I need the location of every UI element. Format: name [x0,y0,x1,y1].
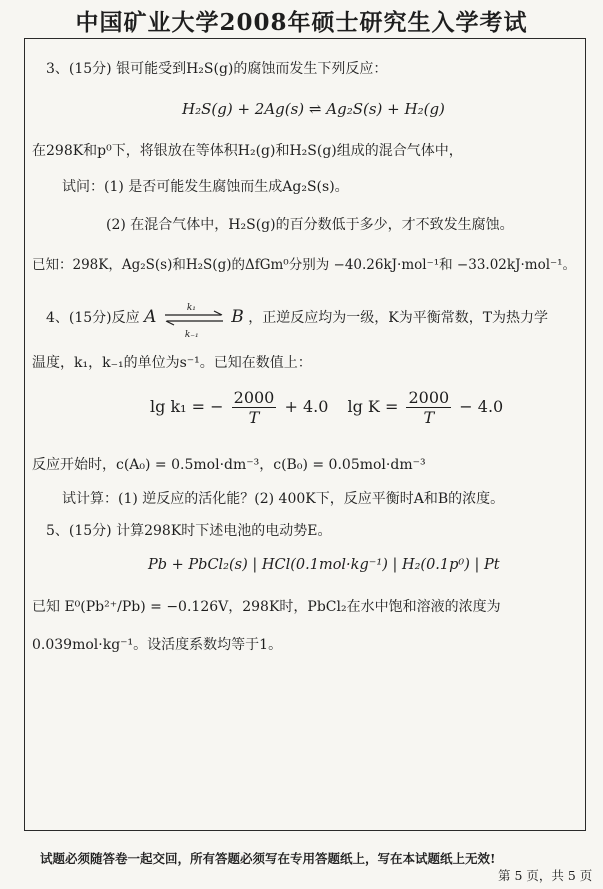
eq1-lhs: lg k₁ = − [150,397,224,416]
q5-intro: 5、(15分) 计算298K时下述电池的电动势E。 [46,523,332,539]
q4-units: 温度，k₁，k₋₁的单位为s⁻¹。已知在数值上： [32,355,312,371]
q5-cell: Pb + PbCl₂(s) | HCl(0.1mol·kg⁻¹) | H₂(0.1p⁰) | Pt [148,557,500,573]
q4-k-forward: k₁ [186,303,196,313]
q4-equation [150,388,503,427]
q4-intro-b: ，正逆反应均为一级，K为平衡常数，T为热力学 [248,310,549,326]
q3-ask-2: (2) 在混合气体中，H₂S(g)的百分数低于多少，才不致发生腐蚀。 [106,217,514,233]
page-title: 中国矿业大学2008年硕士研究生入学考试 [75,9,528,36]
q3-condition: 在298K和p⁰下，将银放在等体积H₂(g)和H₂S(g)组成的混合气体中， [32,143,463,159]
equilibrium-arrows-icon [161,303,227,340]
q5-known-2: 0.039mol·kg⁻¹。设活度系数均等于1。 [32,637,283,653]
page-number: 第 5 页，共 5 页 [498,868,593,883]
eq2-den: T [423,408,435,427]
eq2-rhs: − 4.0 [459,397,504,416]
footer-note: 试题必须随答卷一起交回，所有答题必须写在专用答题纸上，写在本试题纸上无效! [40,851,496,866]
eq1-rhs: + 4.0 [284,397,329,416]
eq1-num: 2000 [233,388,275,407]
eq2-lhs: lg K = [347,397,399,416]
q4-intro-line [46,303,549,340]
q3-reaction: H₂S(g) + 2Ag(s) ⇌ Ag₂S(s) + H₂(g) [182,100,445,118]
q4-intro-a: 4、(15分)反应 [46,310,140,326]
q3-known: 已知：298K，Ag₂S(s)和H₂S(g)的ΔfGm⁰分别为 −40.26kJ·mol⁻¹和 −33.02kJ·mol⁻¹。 [32,257,577,273]
q3-ask-1: 试问：(1) 是否可能发生腐蚀而生成Ag₂S(s)。 [62,179,349,195]
q4-start: 反应开始时，c(A₀) = 0.5mol·dm⁻³，c(B₀) = 0.05mol·dm⁻³ [32,457,426,473]
eq2-num: 2000 [408,388,450,407]
q3-intro: 3、(15分) 银可能受到H₂S(g)的腐蚀而发生下列反应： [46,61,388,77]
q5-known-1: 已知 E⁰(Pb²⁺/Pb) = −0.126V，298K时，PbCl₂在水中饱和溶液的浓度为 [32,599,501,615]
q4-k-backward: k₋₁ [184,330,199,340]
q4-ask: 试计算：(1) 逆反应的活化能？(2) 400K下，反应平衡时A和B的浓度。 [62,491,505,507]
eq1-den: T [248,408,260,427]
q4-species-a: A [144,307,157,327]
q4-species-b: B [231,307,244,327]
